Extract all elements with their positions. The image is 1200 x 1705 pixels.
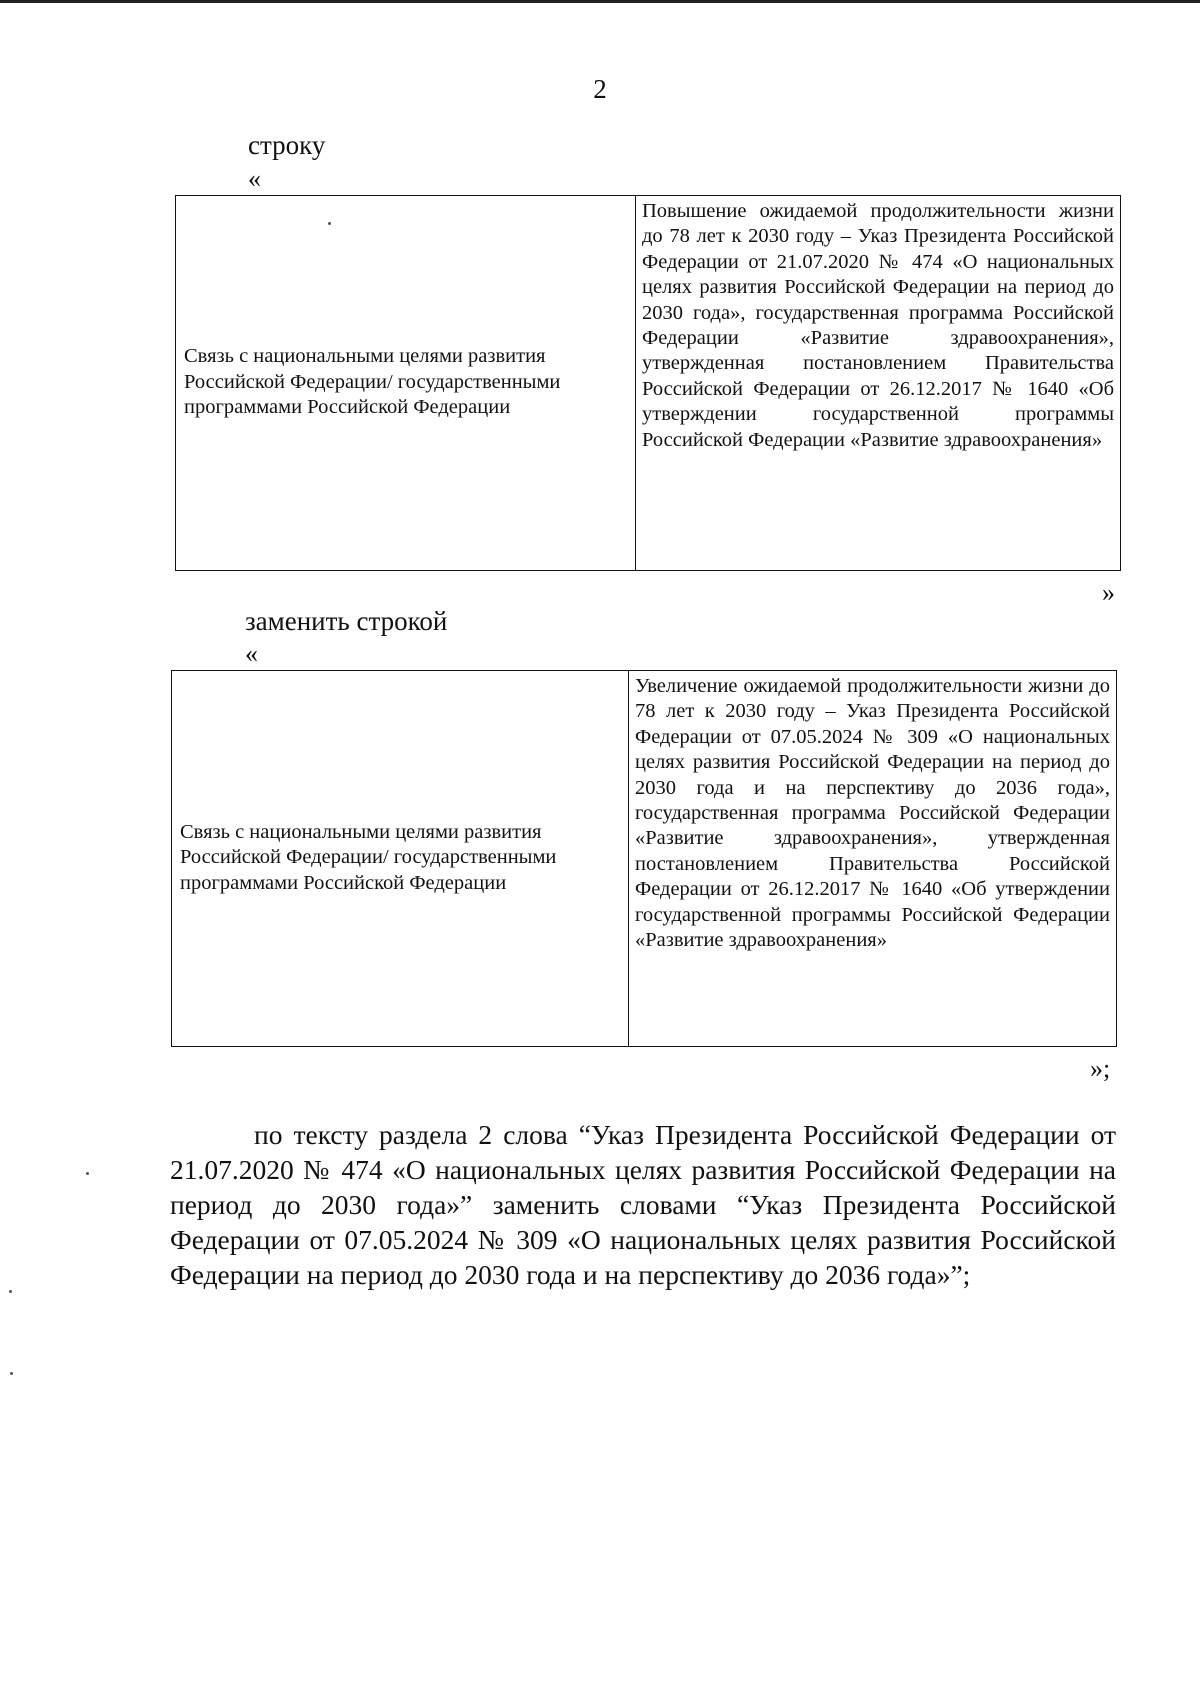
page-number: 2: [593, 74, 607, 104]
scan-top-edge: [0, 0, 1200, 3]
new-row-left-cell: Связь с национальными целями развития Российской Федерации/ государственными программами Российской Федерации: [172, 671, 629, 1047]
replace-label: заменить строкой: [245, 606, 448, 636]
amendment-paragraph: по тексту раздела 2 слова “Указ Президента Российской Федерации от 21.07.2020 № 474 «О национальных целях развития Российской Федерации на период до 2030 года»” заменить словами “Указ Президента Российской Федерации от 07.05.2024 № 309 «О национальных целях развития Российской Федерации на период до 2030 года и на перспективу до 2036 года»”;: [170, 1119, 1116, 1290]
open-quote-old: «: [248, 164, 261, 193]
old-row-right-cell: Повышение ожидаемой продолжительности жизни до 78 лет к 2030 году – Указ Президента Российской Федерации от 21.07.2020 № 474 «О национальных целях развития Российской Федерации на период до 2030 года», государственная программа Российской Федерации «Развитие здравоохранения», утвержденная постановлением Правительства Российской Федерации от 26.12.2017 № 1640 «Об утверждении государственной программы Российской Федерации «Развитие здравоохранения»: [636, 196, 1121, 571]
scan-speck: [328, 222, 331, 225]
open-quote-new: «: [245, 639, 258, 668]
intro-label: строку: [248, 130, 326, 160]
scan-speck: [86, 1172, 89, 1175]
table-new-row: [171, 670, 1117, 1047]
new-row-right-cell: Увеличение ожидаемой продолжительности жизни до 78 лет к 2030 году – Указ Президента Российской Федерации от 07.05.2024 № 309 «О национальных целях развития Российской Федерации на период до 2030 года и на перспективу до 2036 года», государственная программа Российской Федерации «Развитие здравоохранения», утвержденная постановлением Правительства Российской Федерации от 26.12.2017 № 1640 «Об утверждении государственной программы Российской Федерации «Развитие здравоохранения»: [629, 671, 1117, 1047]
close-quote-old: »: [1102, 578, 1115, 607]
scan-speck: [10, 1372, 13, 1375]
scan-speck: [9, 1290, 12, 1293]
close-quote-new: »;: [1090, 1054, 1111, 1083]
table-old-row: [175, 195, 1121, 571]
old-row-left-cell: Связь с национальными целями развития Российской Федерации/ государственными программами Российской Федерации: [176, 196, 636, 571]
